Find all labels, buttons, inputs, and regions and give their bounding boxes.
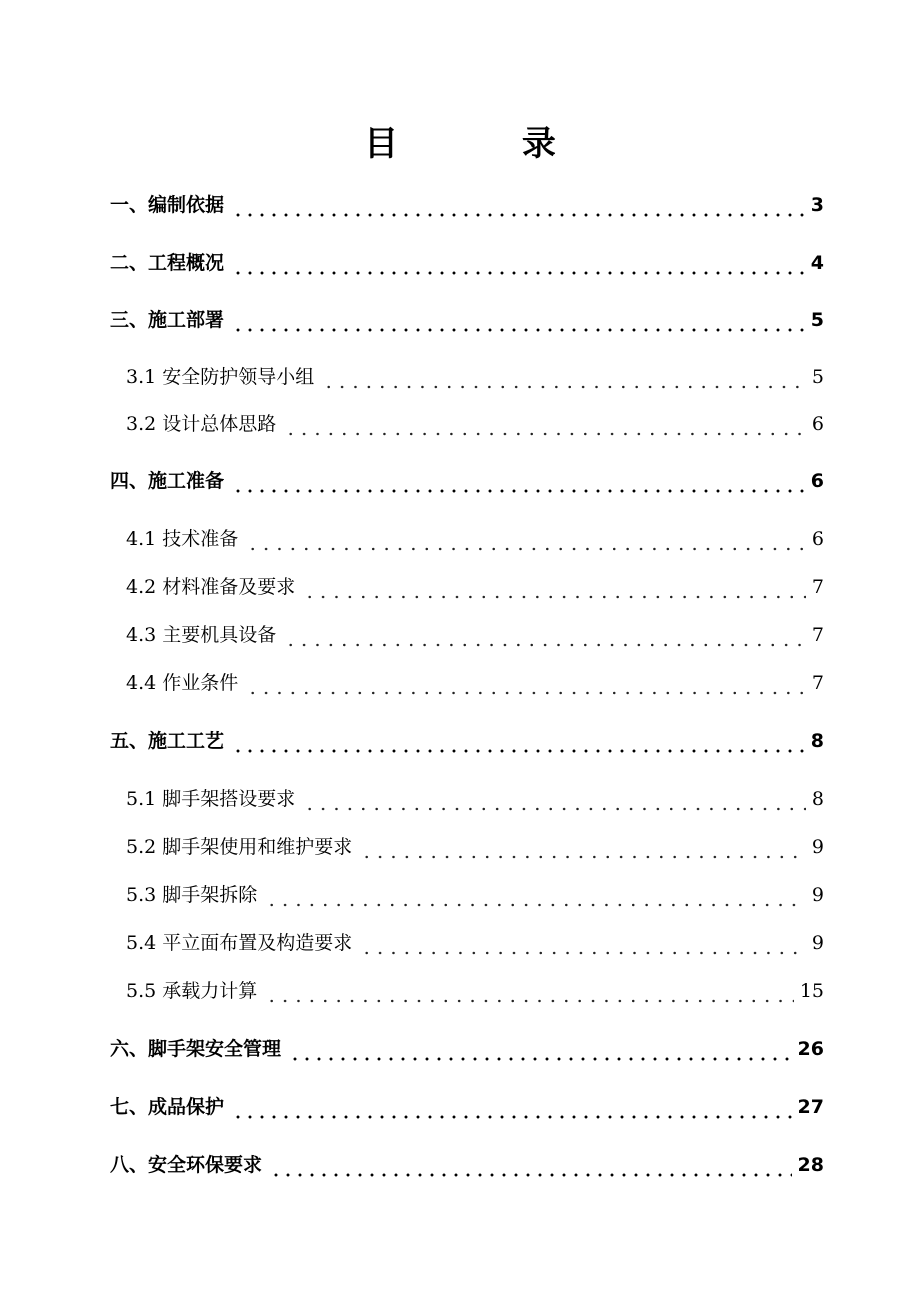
dot-leader [303,572,806,602]
toc-entry-page: 8 [811,788,824,810]
dot-leader [284,409,806,439]
toc-entry-text: 四、施工准备 [110,470,225,492]
toc-entry-text: 5.2 脚手架使用和维护要求 [126,836,353,858]
toc-entry[interactable] [126,876,824,910]
toc-entry[interactable] [126,780,824,814]
dot-leader [232,248,805,278]
page-title: 目 录 [364,124,612,164]
dot-leader [289,1034,792,1064]
toc-entry[interactable] [126,405,824,439]
toc-entry-page: 9 [811,836,824,858]
toc-entry-text: 4.4 作业条件 [126,672,239,694]
dot-leader [270,1150,792,1180]
dot-leader [232,1092,792,1122]
toc-entry[interactable] [110,301,824,335]
toc-entry[interactable] [110,1088,824,1122]
toc-entry[interactable] [126,568,824,602]
toc-entry-page: 3 [810,194,824,216]
toc-entry[interactable] [126,358,824,392]
toc-entry-text: 五、施工工艺 [110,730,225,752]
toc-entry-text: 三、施工部署 [110,309,225,331]
toc-entry-text: 5.4 平立面布置及构造要求 [126,932,353,954]
toc-entry[interactable] [126,924,824,958]
toc-entry-text: 二、工程概况 [110,252,225,274]
toc-entry-text: 3.1 安全防护领导小组 [126,366,315,388]
toc-entry-text: 4.3 主要机具设备 [126,624,277,646]
dot-leader [232,726,805,756]
toc-entry-page: 7 [811,624,824,646]
toc-entry-text: 六、脚手架安全管理 [110,1038,282,1060]
toc-entry-text: 4.1 技术准备 [126,528,239,550]
toc-entry-page: 7 [811,576,824,598]
toc-entry-page: 8 [810,730,824,752]
toc-entry[interactable] [110,186,824,220]
toc-entry-page: 6 [810,470,824,492]
toc-entry[interactable] [110,462,824,496]
toc-entry-text: 3.2 设计总体思路 [126,413,277,435]
toc-entry[interactable] [126,972,824,1006]
toc-entry[interactable] [110,722,824,756]
dot-leader [265,976,794,1006]
toc-entry[interactable] [126,520,824,554]
toc-entry-page: 5 [810,309,824,331]
dot-leader [232,190,805,220]
toc-entry-page: 7 [811,672,824,694]
toc-entry[interactable] [110,1030,824,1064]
toc-entry-page: 9 [811,932,824,954]
dot-leader [232,305,805,335]
toc-entry-page: 4 [810,252,824,274]
toc-entry-page: 9 [811,884,824,906]
toc-entry-text: 一、编制依据 [110,194,225,216]
toc-entry-page: 6 [811,413,824,435]
toc-entry[interactable] [126,828,824,862]
dot-leader [360,832,806,862]
toc-entry[interactable] [110,1146,824,1180]
toc-entry-page: 6 [811,528,824,550]
dot-leader [360,928,806,958]
dot-leader [232,466,805,496]
toc-entry[interactable] [126,664,824,698]
dot-leader [246,668,806,698]
toc-entry-text: 5.1 脚手架搭设要求 [126,788,296,810]
toc-entry-page: 15 [799,980,824,1002]
toc-entry-text: 5.5 承载力计算 [126,980,258,1002]
toc-entry-page: 28 [797,1154,824,1176]
dot-leader [246,524,806,554]
toc-entry-text: 八、安全环保要求 [110,1154,263,1176]
toc-entry-text: 4.2 材料准备及要求 [126,576,296,598]
toc-entry-page: 26 [797,1038,824,1060]
toc-entry-page: 5 [811,366,824,388]
toc-entry[interactable] [126,616,824,650]
dot-leader [303,784,806,814]
toc-entry-page: 27 [797,1096,824,1118]
toc-entry-text: 5.3 脚手架拆除 [126,884,258,906]
dot-leader [265,880,806,910]
dot-leader [322,362,806,392]
dot-leader [284,620,806,650]
toc-entry[interactable] [110,244,824,278]
toc-entry-text: 七、成品保护 [110,1096,225,1118]
